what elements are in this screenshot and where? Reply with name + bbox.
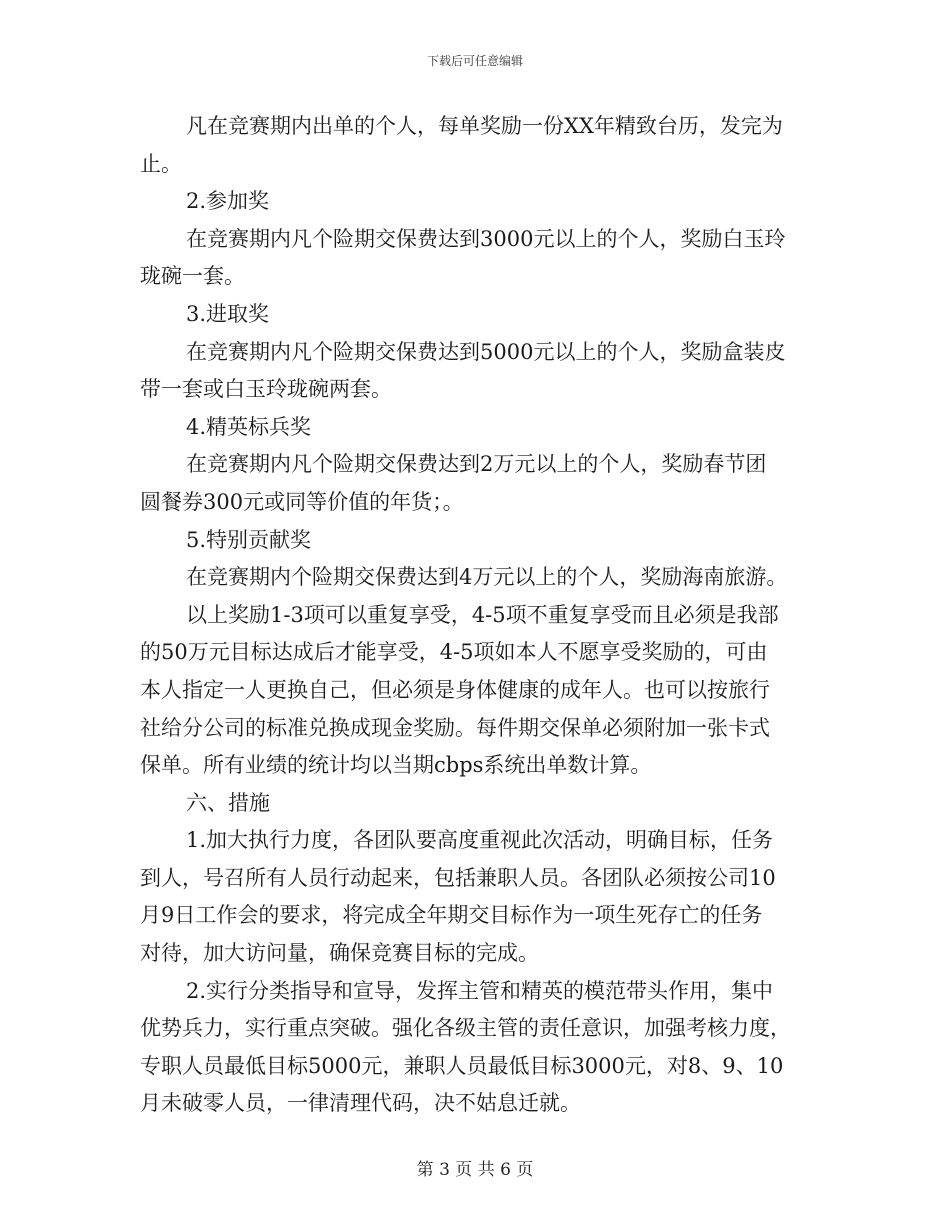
body-line: 保单。所有业绩的统计均以当期cbps系统出单数计算。 — [140, 753, 652, 778]
document-body — [140, 108, 812, 1123]
section-heading: 3.进取奖 — [186, 301, 270, 326]
body-line: 1.加大执行力度，各团队要高度重视此次活动，明确目标，任务 — [186, 828, 774, 853]
body-line: 带一套或白玉玲珑碗两套。 — [140, 377, 392, 402]
page-number: 第 3 页 共 6 页 — [416, 1160, 534, 1180]
body-line: 对待，加大访问量，确保竞赛目标的完成。 — [140, 941, 539, 966]
body-line: 在竞赛期内个险期交保费达到4万元以上的个人，奖励海南旅游。 — [186, 565, 788, 590]
body-line: 止。 — [140, 151, 182, 176]
section-heading: 2.参加奖 — [186, 189, 270, 214]
body-line: 珑碗一套。 — [140, 264, 245, 289]
body-line: 月未破零人员，一律清理代码，决不姑息迁就。 — [140, 1091, 581, 1116]
body-line: 到人，号召所有人员行动起来，包括兼职人员。各团队必须按公司10 — [140, 865, 776, 890]
body-line: 2.实行分类指导和宣导，发挥主管和精英的模范带头作用，集中 — [186, 978, 774, 1003]
body-line: 专职人员最低目标5000元，兼职人员最低目标3000元，对8、9、10 — [140, 1053, 784, 1078]
body-line: 本人指定一人更换自己，但必须是身体健康的成年人。也可以按旅行 — [140, 677, 770, 702]
body-line: 在竞赛期内凡个险期交保费达到3000元以上的个人，奖励白玉玲 — [186, 226, 786, 251]
body-line: 优势兵力，实行重点突破。强化各级主管的责任意识，加强考核力度， — [140, 1016, 791, 1041]
section-heading: 六、措施 — [186, 790, 270, 815]
body-line: 月9日工作会的要求，将完成全年期交目标作为一项生死存亡的任务 — [140, 903, 763, 928]
section-heading: 4.精英标兵奖 — [186, 414, 312, 439]
body-line: 在竞赛期内凡个险期交保费达到2万元以上的个人，奖励春节团 — [186, 452, 767, 477]
body-line: 在竞赛期内凡个险期交保费达到5000元以上的个人，奖励盒装皮 — [186, 339, 786, 364]
body-line: 圆餐券300元或同等价值的年货；。 — [140, 489, 464, 514]
body-line: 社给分公司的标准兑换成现金奖励。每件期交保单必须附加一张卡式 — [140, 715, 770, 740]
page-header: 下载后可任意编辑 — [426, 54, 523, 68]
body-line: 凡在竞赛期内出单的个人，每单奖励一份XX年精致台历，发完为 — [186, 114, 783, 138]
body-line: 的50万元目标达成后才能享受，4-5项如本人不愿享受奖励的，可由 — [140, 640, 768, 665]
body-line: 以上奖励1-3项可以重复享受，4-5项不重复享受而且必须是我部 — [186, 602, 779, 627]
section-heading: 5.特别贡献奖 — [186, 527, 312, 552]
